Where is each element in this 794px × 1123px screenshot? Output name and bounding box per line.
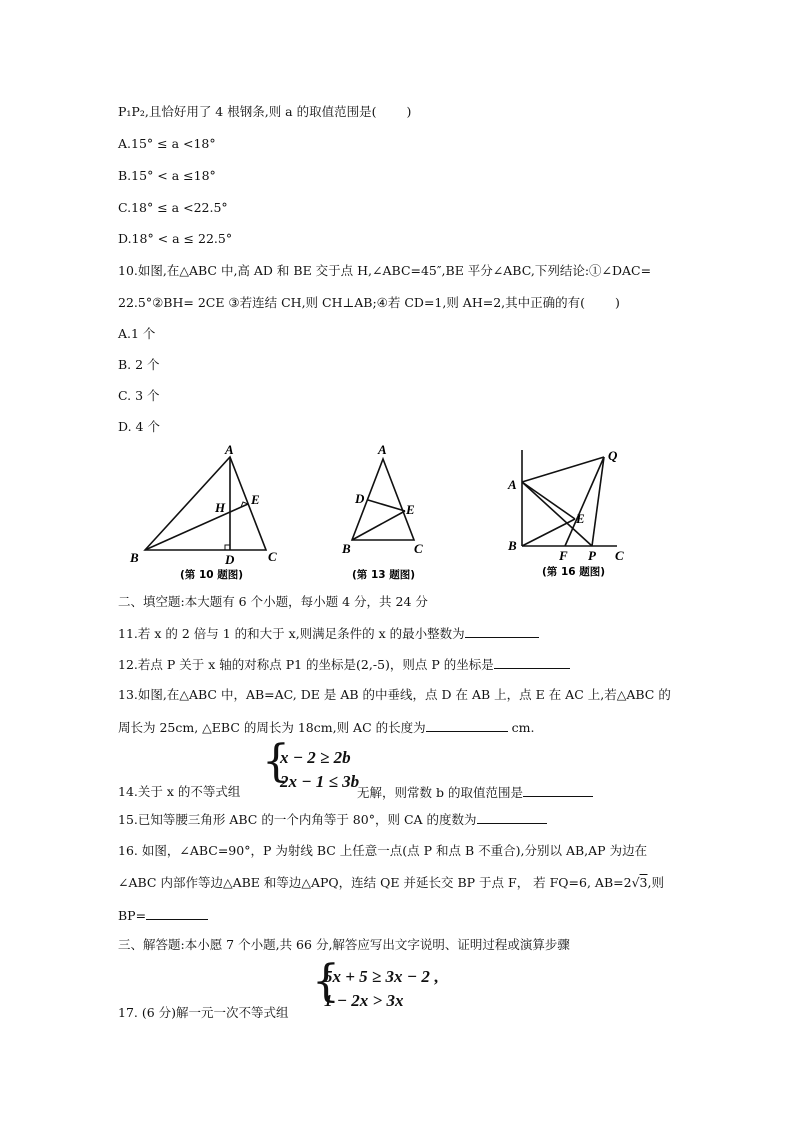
fig13-label-a: A [378,442,387,457]
fig13-label-e: E [406,502,415,517]
q16-line1: 16. 如图，∠ABC=90°，P 为射线 BC 上任意一点(点 P 和点 B 不重合),分别以 AB,AP 为边在 [118,843,648,858]
fig16-label-e: E [576,511,585,526]
fig16-label-c: C [615,548,624,563]
q9-option-a: A.15° ≤ a <18° [118,136,216,151]
q13-line2: 周长为 25cm, △EBC 的周长为 18cm,则 AC 的长度为 cm. [118,720,535,735]
q10-option-b: B. 2 个 [118,357,160,372]
section-2-title: 二、填空题:本大题有 6 个小题，每小题 4 分，共 24 分 [118,594,428,609]
q14-inequality-1: x − 2 ≥ 2b [280,748,351,767]
fig13-label-c: C [414,541,423,556]
fig16-label-p: P [588,548,596,563]
fig10-label-a: A [225,442,234,457]
sqrt-symbol: √ [631,875,640,890]
q15-text: 15.已知等腰三角形 ABC 的一个内角等于 80°，则 CA 的度数为 [118,811,547,828]
figure-10 [118,440,288,585]
q16-line3: BP= [118,907,208,924]
q12-answer-blank [494,656,570,669]
fig10-label-e: E [251,492,260,507]
q13-answer-blank [426,719,508,732]
section-3-title: 三、解答题:本小愿 7 个小题,共 66 分,解答应写出文字说明、证明过程或演算步骤 [118,937,570,952]
q10-option-d: D. 4 个 [118,419,160,434]
fig13-label-d: D [355,491,365,506]
q12-text: 12.若点 P 关于 x 轴的对称点 P1 的坐标是(2,-5)，则点 P 的坐标是 [118,656,570,673]
q10-option-a: A.1 个 [118,326,156,341]
fig10-label-h: H [215,500,226,515]
figure-16 [502,440,652,585]
q9-option-d: D.18° < a ≤ 22.5° [118,231,233,246]
q14-answer-blank [523,784,593,797]
q14-suffix: 无解，则常数 b 的取值范围是 [357,784,593,801]
q14-prefix: 14.关于 x 的不等式组 [118,784,241,799]
fig13-label-b: B [342,541,351,556]
q16-answer-blank [146,907,208,920]
fig16-label-a: A [508,477,517,492]
segment-aq [522,457,604,482]
q17-inequality-1: 5x + 5 ≥ 3x − 2 , [324,967,439,986]
q17-inequality-2: 1 − 2x > 3x [324,991,404,1010]
q9-option-b: B.15° < a ≤18° [118,168,216,183]
q10-stem-line2: 22.5°②BH= 2CE ③若连结 CH,则 CH⊥AB;④若 CD=1,则 AH=2,其中正确的有( ) [118,295,620,310]
q14-brace: { [262,736,290,787]
fig16-caption: (第 16 题图) [542,566,606,578]
q17-prefix: 17. (6 分)解一元一次不等式组 [118,1005,289,1020]
segment-ae [522,482,575,519]
q13-line1: 13.如图,在△ABC 中，AB=AC, DE 是 AB 的中垂线，点 D 在 AB 上，点 E 在 AC 上,若△ABC 的 [118,687,671,702]
q15-answer-blank [477,811,547,824]
q9-option-c: C.18° ≤ a <22.5° [118,200,228,215]
figure-13 [330,440,440,585]
fig10-label-b: B [130,550,139,565]
bisector-be [145,504,248,550]
q11-answer-blank [465,625,539,638]
q10-stem-line1: 10.如图,在△ABC 中,高 AD 和 BE 交于点 H,∠ABC=45″,BE 平分∠ABC,下列结论:①∠DAC= [118,263,652,278]
fig10-label-d: D [225,552,235,567]
q10-option-c: C. 3 个 [118,388,160,403]
fig16-label-f: F [559,548,568,563]
q11-text: 11.若 x 的 2 倍与 1 的和大于 x,则满足条件的 x 的最小整数为 [118,625,539,642]
q16-line2: ∠ABC 内部作等边△ABE 和等边△APQ，连结 QE 并延长交 BP 于点 F， 若 FQ=6, AB=2√3,则 [118,875,664,890]
segment-be [352,511,405,540]
fig10-caption: (第 10 题图) [180,569,244,581]
fig10-label-c: C [268,549,277,564]
q9-stem: P₁P₂,且恰好用了 4 根钢条,则 a 的取值范围是( ) [118,104,412,119]
fig13-caption: (第 13 题图) [352,569,416,581]
fig16-label-q: Q [608,448,618,463]
q14-inequality-2: 2x − 1 ≤ 3b [280,772,360,791]
q17-brace: { [312,956,340,1007]
fig16-label-b: B [508,538,517,553]
